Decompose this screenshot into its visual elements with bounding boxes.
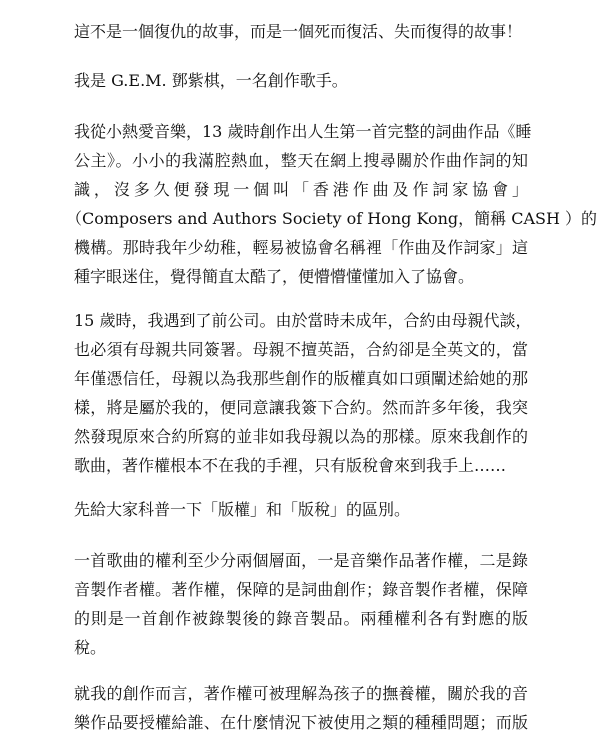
- text-line: 也必須有母親共同簽署。母親不擅英語，合約卻是全英文的，當: [74, 340, 528, 359]
- text-line: （Composers and Authors Society of Hong Kong，簡稱 CASH ）的: [66, 209, 598, 228]
- text-line: 就我的創作而言，著作權可被理解為孩子的撫養權，關於我的音: [74, 684, 528, 703]
- text-line: 樂作品要授權給誰、在什麼情況下被使用之類的種種問題；而版: [74, 713, 528, 732]
- text-line: 音製作者權。著作權，保障的是詞曲創作；錄音製作者權，保障: [74, 580, 528, 599]
- text-line: 識，沒多久便發現一個叫「香港作曲及作詞家協會」: [74, 180, 528, 199]
- text-line: 樣，將是屬於我的，便同意讓我簽下合約。然而許多年後，我突: [74, 398, 528, 417]
- text-line: 我是 G.E.M. 鄧紫棋，一名創作歌手。: [74, 71, 348, 90]
- text-line: 歌曲，著作權根本不在我的手裡，只有版稅會來到我手上……: [74, 456, 507, 475]
- text-line: 這不是一個復仇的故事，而是一個死而復活、失而復得的故事！: [74, 22, 523, 41]
- paragraph-self-introduction: [74, 66, 528, 95]
- text-line: 我從小熱愛音樂，13 歲時創作出人生第一首完整的詞曲作品《睡: [74, 122, 532, 141]
- text-line: 種字眼迷住，覺得簡直太酷了，便懵懵懂懂加入了協會。: [74, 267, 475, 286]
- text-line: 稅。: [74, 638, 107, 657]
- paragraph-contract: [74, 306, 532, 480]
- text-line: 15 歲時，我遇到了前公司。由於當時未成年，合約由母親代談，: [74, 311, 532, 330]
- paragraph-creation: [74, 679, 528, 737]
- text-line: 年僅憑信任，母親以為我那些創作的版權真如口頭闡述給她的那: [74, 369, 528, 388]
- text-line: 機構。那時我年少幼稚，輕易被協會名稱裡「作曲及作詞家」這: [74, 238, 528, 257]
- paragraph-childhood: [66, 117, 598, 291]
- text-line: 先給大家科普一下「版權」和「版稅」的區別。: [74, 500, 411, 519]
- text-line: 公主》。小小的我滿腔熱血，整天在網上搜尋關於作曲作詞的知: [74, 151, 528, 170]
- text-line: 的則是一首創作被錄製後的錄音製品。兩種權利各有對應的版: [74, 609, 528, 628]
- paragraph-explanation-intro: [74, 495, 528, 524]
- paragraph-rights: [74, 546, 528, 662]
- paragraph-intro: [74, 17, 528, 46]
- text-line: 一首歌曲的權利至少分兩個層面，一是音樂作品著作權，二是錄: [74, 551, 528, 570]
- text-line: 然發現原來合約所寫的並非如我母親以為的那樣。原來我創作的: [74, 427, 528, 446]
